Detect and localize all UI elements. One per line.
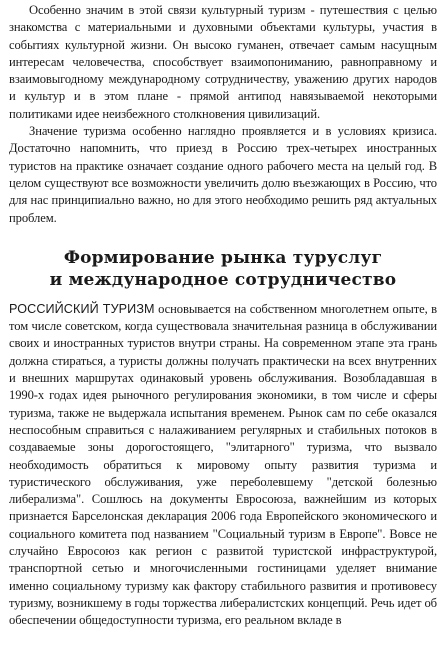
paragraph-russian-tourism [9,301,437,630]
paragraph-cultural-tourism: Особенно значим в этой связи культурный туризм - путешествия с целью знакомства с материальными и духовными объектами культуры, участия в событиях культурной жизни. Он высоко гуманен, отвечает самым насущным интересам человечества, способствует взаимопониманию, равноправному и взаимовыгодному международному сотрудничеству, уважению других народов и культур и в этом плане - прямой антипод навязываемой некоторыми политиками идее неизбежного столкновения цивилизаций. [9,3,437,121]
document-page [9,2,437,668]
paragraph-crisis: Значение туризма особенно наглядно проявляется и в условиях кризиса. Достаточно напомнить, что приезд в Россию трех-четырех иностранных туристов на практике означает создание одного рабочего места на целый год. В целом существуют все возможности увеличить долю въезжающих в Россию, что для нас принципиально важно, но для этого необходимо решить ряд актуальных проблем. [9,124,437,225]
lead-caps: РОССИЙСКИЙ ТУРИЗМ [9,301,155,316]
section-heading [9,247,437,291]
paragraph-body-text: основывается на собственном многолетнем опыте, в том числе советском, когда существовала значительная разница в обслуживании своих и иностранных туристов внутри страны. На современном этапе эта грань должна стираться, а туристы должны получать практически на всех внутренних и внешних маршрутах одинаковый уровень обслуживания. Возобладавшая в 1990-х годах идея рыночного регулирования экономики, в том числе и сферы туризма, также не выдержала испытания временем. Рынок сам по себе оказался неспособным справиться с налаживанием регулярных и стабильных потоков в создаваемые зоны дорогостоящего, "элитарного" туризма, что вызвало необходимость обратиться к мировому опыту развития туризма и туристического обслуживания, уже переболевшему "детской болезнью либерализма". Сошлюсь на документы Евросоюза, важнейшим из которых признается Барселонская декларация 2006 года Европейского экономического и социального комитета под названием "Социальный туризм в Европе". Вовсе не случайно Евросоюз как регион с развитой туристской инфраструктурой, транспортной сетью и многочисленными гостиницами уделяет внимание именно социальному туризму как фактору стабильного развития и противовесу туризму, возникшему в годы торжества либералистских концепций. Речь идет об обеспечении общедоступности туризма, его реальном вкладе в [9,301,437,628]
section-heading-line-2: и международное сотрудничество [49,269,397,290]
section-heading-line-1: Формирование рынка туруслуг [63,247,383,268]
